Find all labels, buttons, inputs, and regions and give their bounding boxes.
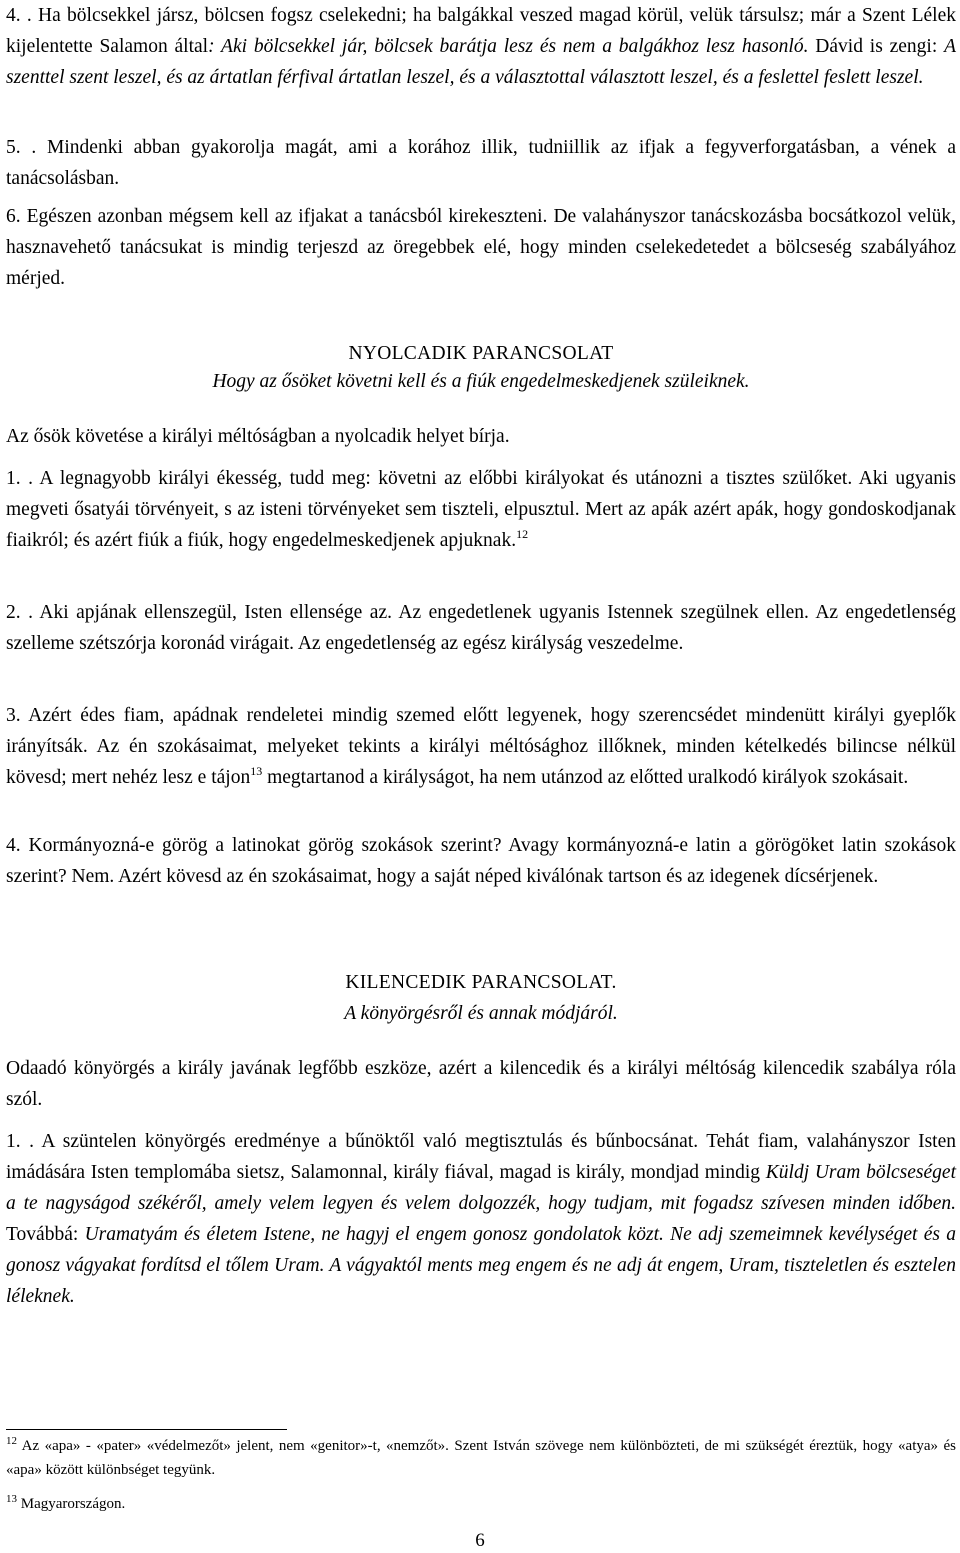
section8-title: NYOLCADIK PARANCSOLAT xyxy=(348,343,614,364)
footnote-divider xyxy=(6,1429,287,1430)
section8-intro: Az ősök követése a királyi méltóságban a nyolcadik helyet bírja. xyxy=(6,426,510,447)
footnote-12: $^{12}$ Az «apa» - «pater» «védelmezőt» jelent, nem «genitor»-t, «nemzőt». Szent István szövege nem különbözteti, de mi szükségét éreztük, hogy «atya» és «apa» között különbséget tegyünk. xyxy=(6,1435,956,1478)
footnote-13: $^{13}$ Magyarországon. xyxy=(6,1493,126,1512)
section8-paragraph-4: 4. Kormányozná-e görög a latinokat görög szokások szerint? Avagy kormányozná-e latin a görögöket latin szokások szerint? Nem. Azért kövesd az én szokásaimat, hogy a saját néped kiválónak tartson és az idegenek dícsérjenek. xyxy=(6,835,956,887)
section8-paragraph-1: 1. . A legnagyobb királyi ékesség, tudd meg: követni az előbbi királyokat és utánozni a tisztes szülőket. Aki ugyanis megveti ősatyái törvényeit, s az isteni törvényeket sem tiszteli, elpusztul. Mert az apák azért apák, hogy gondoskodjanak fiaikról; és azért fiúk a fiúk, hogy engedelmeskedjenek apjuknak.$^{12}$ xyxy=(6,468,956,551)
section9-subtitle: A könyörgésről és annak módjáról. xyxy=(344,1003,618,1024)
section8-subtitle: Hogy az ősöket követni kell és a fiúk engedelmeskedjenek szüleiknek. xyxy=(212,371,750,392)
section9-paragraph-1: 1. . A szüntelen könyörgés eredménye a bűnöktől való megtisztulás és bűnbocsánat. Tehát fiam, valahányszor Isten imádására Isten templomába sietsz, Salamonnal, király fiával, magad is király, mondjad mindig Küldj Uram bölcseséget a te nagyságod székéről, amely velem legyen és velem dolgozzék, hogy tudjam, mit fogadsz szívesen minden időben. Továbbá: Uramatyám és életem Istene, ne hagyj el engem gonosz gondolatok közt. Ne adj szemeimnek kevélységet és a gonosz vágyakat fordítsd el tőlem Uram. A vágyaktól ments meg engem és ne adj át engem, Uram, tiszteletlen és esztelen léleknek. xyxy=(6,1131,956,1307)
page-number: 6 xyxy=(475,1530,485,1551)
section9-intro: Odaadó könyörgés a király javának legfőbb eszköze, azért a kilencedik és a királyi méltóság kilencedik szabálya róla szól. xyxy=(6,1058,956,1110)
footnote-ref-12[interactable]: 12 xyxy=(516,527,529,541)
paragraph-4: 4. . Ha bölcsekkel jársz, bölcsen fogsz cselekedni; ha balgákkal veszed magad körül, velük társulsz; már a Szent Lélek kijelentette Salamon által: Aki bölcsekkel jár, bölcsek barátja lesz és nem a balgákhoz lesz hasonló. Dávid is zengi: A szenttel szent leszel, és az ártatlan férfival ártatlan leszel, és a választottal választott leszel, és a feslettel feslett leszel. xyxy=(6,5,956,88)
paragraph-6: 6. Egészen azonban mégsem kell az ifjakat a tanácsból kirekeszteni. De valahányszor tanácskozásba bocsátkozol velük, hasznavehető tanácsukat is mindig terjeszd az öregebbek elé, hogy minden cselekedetedet a bölcseség szabályához mérjed. xyxy=(6,206,956,289)
footnote-ref-13[interactable]: 13 xyxy=(250,764,263,778)
paragraph-5: 5. . Mindenki abban gyakorolja magát, ami a korához illik, tudniillik az ifjak a fegyverforgatásban, a vének a tanácsolásban. xyxy=(6,137,956,189)
section8-paragraph-3: 3. Azért édes fiam, apádnak rendeletei mindig szemed előtt legyenek, hogy szerencsédet mindenütt királyi gyeplők irányítsák. Az én szokásaimat, melyeket tekints a királyi méltósághoz illőknek, minden kételkedés bilincse nélkül kövesd; mert nehéz lesz e tájon$^{13}$ megtartanod a királyságot, ha nem utánzod az előtted uralkodó királyok szokásait. xyxy=(6,705,956,788)
section8-paragraph-2: 2. . Aki apjának ellenszegül, Isten ellensége az. Az engedetlenek ugyanis Istennek szegülnek ellen. Az engedetlenség szelleme szétszórja koronád virágait. Az engedetlenség az egész királyság veszedelme. xyxy=(6,602,956,654)
section9-title: KILENCEDIK PARANCSOLAT. xyxy=(345,972,617,993)
